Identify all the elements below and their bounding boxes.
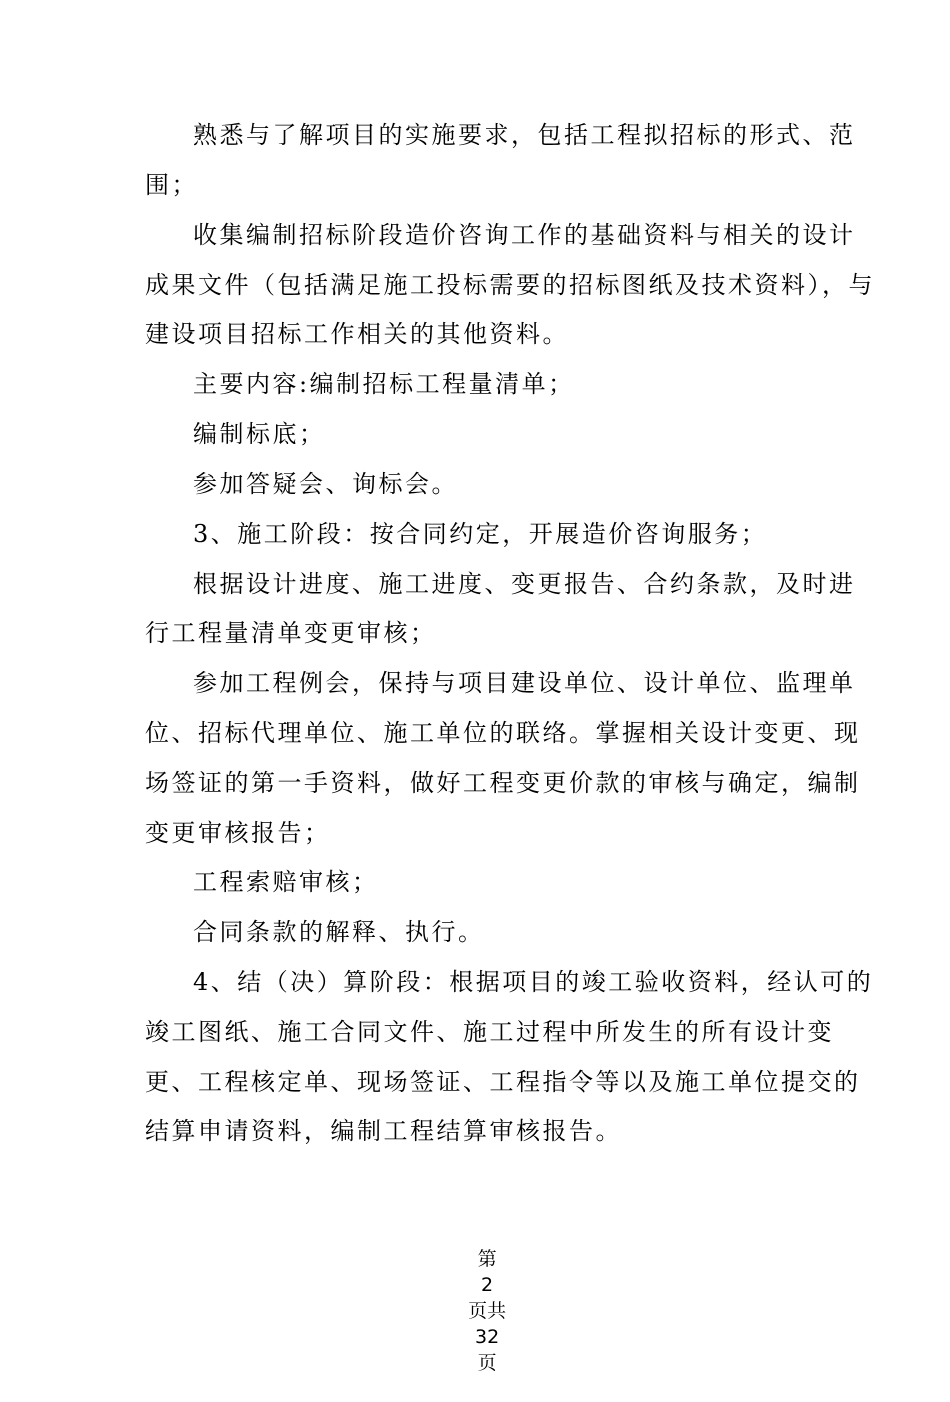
page-label-prefix: 第 — [477, 1248, 497, 1270]
paragraph-line-11: 行工程量清单变更审核； — [145, 619, 437, 647]
page-footer — [0, 1220, 950, 1402]
paragraph-line-13: 位、招标代理单位、施工单位的联络。掌握相关设计变更、现 — [145, 719, 861, 747]
paragraph-line-17: 合同条款的解释、执行。 — [193, 918, 485, 946]
paragraph-line-10: 根据设计进度、施工进度、变更报告、合约条款，及时进 — [193, 570, 856, 598]
total-pages-number: 32 — [474, 1326, 500, 1348]
paragraph-line-9: 3、施工阶段：按合同约定，开展造价咨询服务； — [193, 520, 768, 548]
paragraph-line-20: 更、工程核定单、现场签证、工程指令等以及施工单位提交的 — [145, 1068, 861, 1096]
paragraph-line-14: 场签证的第一手资料，做好工程变更价款的审核与确定，编制 — [145, 769, 861, 797]
paragraph-line-7: 编制标底； — [193, 420, 326, 448]
paragraph-line-1: 熟悉与了解项目的实施要求，包括工程拟招标的形式、范 — [193, 121, 856, 149]
paragraph-line-19: 竣工图纸、施工合同文件、施工过程中所发生的所有设计变 — [145, 1018, 834, 1046]
paragraph-line-4: 成果文件（包括满足施工投标需要的招标图纸及技术资料），与 — [145, 271, 875, 299]
paragraph-line-15: 变更审核报告； — [145, 819, 331, 847]
current-page-number: 2 — [481, 1274, 494, 1296]
paragraph-line-12: 参加工程例会，保持与项目建设单位、设计单位、监理单 — [193, 669, 856, 697]
paragraph-line-8: 参加答疑会、询标会。 — [193, 470, 458, 498]
paragraph-line-2: 围； — [145, 171, 198, 199]
paragraph-line-3: 收集编制招标阶段造价咨询工作的基础资料与相关的设计 — [193, 221, 856, 249]
paragraph-line-5: 建设项目招标工作相关的其他资料。 — [145, 320, 569, 348]
paragraph-line-6: 主要内容:编制招标工程量清单； — [193, 370, 575, 398]
page-label-suffix: 页 — [477, 1352, 497, 1374]
paragraph-line-18: 4、结（决）算阶段：根据项目的竣工验收资料，经认可的 — [193, 968, 874, 996]
page-label-mid: 页共 — [468, 1300, 507, 1322]
paragraph-line-16: 工程索赔审核； — [193, 868, 379, 896]
paragraph-line-21: 结算申请资料，编制工程结算审核报告。 — [145, 1117, 622, 1145]
